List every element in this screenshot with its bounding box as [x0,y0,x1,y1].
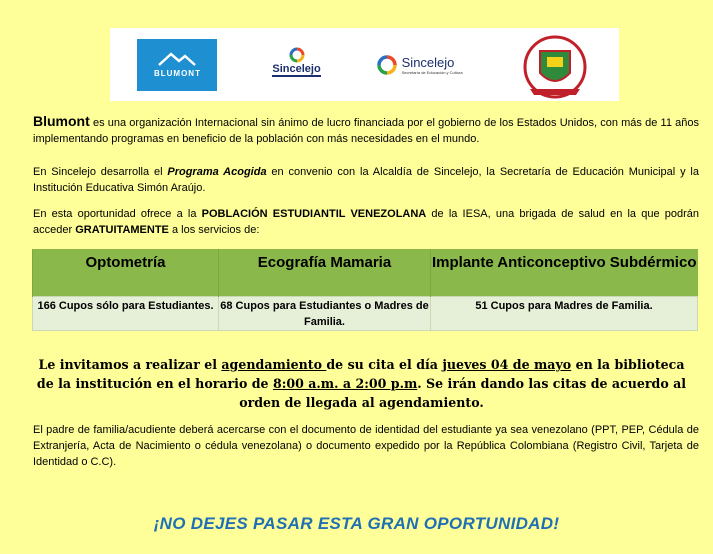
population-label: POBLACIÓN ESTUDIANTIL VENEZOLANA [201,208,427,220]
free-label: GRATUITAMENTE [75,224,169,236]
invite-agendamiento: agendamiento [221,357,327,372]
simon-araujo-seal-icon [518,29,592,101]
call-to-action: ¡NO DEJES PASAR ESTA GRAN OPORTUNIDAD! [153,514,560,533]
blumont-logo-text: BLUMONT [153,69,201,78]
sincelejo-emblem-icon [286,47,308,63]
org-name: Blumont [33,113,90,129]
services-table [32,249,698,331]
sincelejo-alcaldia-logo [272,47,320,82]
program-text-before: En Sincelejo desarrolla el [33,166,168,178]
invite-text-2: de su cita el día [326,357,443,372]
documents-paragraph: El padre de familia/acudiente deberá acercarse con el documento de identidad del estudiante ya sea venezolano (PPT, PEP, Cédula de Extranjería, Acta de Nacimiento o cédula venezolana) o documento expedido por la República Colombiana (Registro Civil, Tarjeta de Identidad o C.C). [33,424,699,468]
invitation-paragraph [34,355,689,412]
logo-strip [110,28,619,101]
program-paragraph [33,164,699,196]
services-header-row [33,249,698,296]
cupos-ecografia: 68 Cupos para Estudiantes o Madres de Familia. [219,296,431,330]
offer-text-after: a los servicios de: [168,224,260,236]
mountain-icon [157,51,197,67]
intro-paragraph [33,113,699,147]
sincelejo-small-sub [296,78,297,82]
invite-date: jueves 04 de mayo [442,357,572,372]
program-name: Programa Acogida [167,166,267,178]
sincelejo-big-word: Sincelejo [401,54,455,70]
sincelejo-emblem-icon [376,54,398,76]
intro-text: es una organización Internacional sin ánimo de lucro financiada por el gobierno de los Estados Unidos, con más de 11 años implementando programas en beneficio de la población con más necesidades en el mundo. [33,117,699,145]
service-header-optometria: Optometría [33,249,219,296]
offer-text-middle: de la IESA, una brigada de salud en la que podrán acceder [33,208,699,236]
sincelejo-small-word: Sincelejo [272,63,321,75]
service-header-implante: Implante Anticonceptivo Subdérmico [431,249,698,296]
services-cupos-row [33,296,698,330]
service-header-ecografia: Ecografía Mamaria [219,249,431,296]
sincelejo-big-sub: Secretaría de Educación y Cultura [401,69,463,75]
cupos-optometria: 166 Cupos sólo para Estudiantes. [33,296,219,330]
offer-paragraph [33,206,699,238]
program-text-after: en convenio con la Alcaldía de Sincelejo, la Secretaría de Educación Municipal y la Institución Educativa Simón Araújo. [33,166,699,194]
offer-text-before: En esta oportunidad ofrece a la [33,208,202,220]
cupos-implante: 51 Cupos para Madres de Familia. [431,296,698,330]
sincelejo-secretaria-logo [376,54,463,76]
invite-hours: 8:00 a.m. a 2:00 p.m [272,376,418,391]
invite-text-4: . Se irán dando las citas de acuerdo al orden de llegada al agendamiento. [239,376,687,410]
blumont-logo [137,39,217,91]
invite-text-1: Le invitamos a realizar el [38,357,222,372]
invite-text-3: en la biblioteca de la institución en el horario de [36,357,685,391]
